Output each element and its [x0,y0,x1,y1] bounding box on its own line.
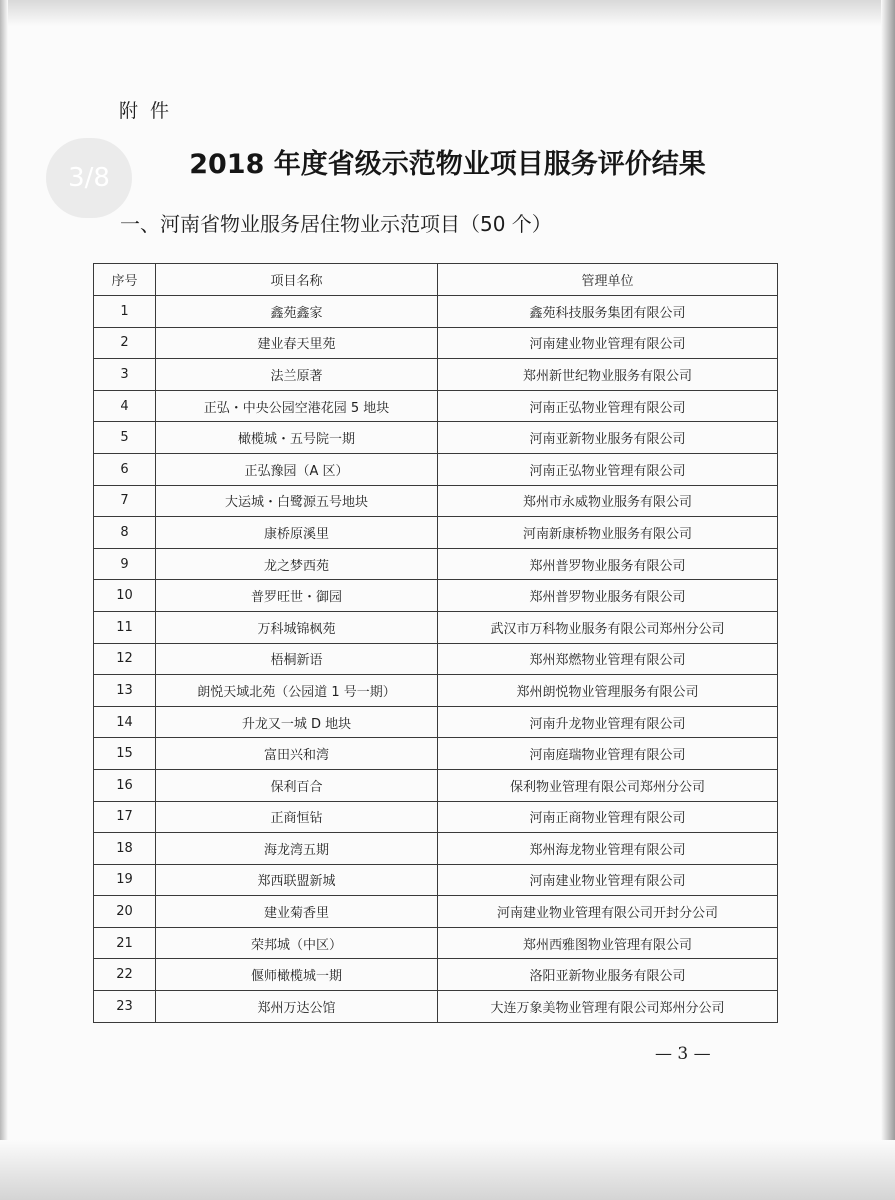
cell-project-name: 偃师橄榄城一期 [156,959,438,991]
cell-project-name: 建业春天里苑 [156,327,438,359]
cell-project-name: 鑫苑鑫家 [156,296,438,328]
table-row [94,896,778,928]
results-table [93,263,778,1023]
header-management-unit: 管理单位 [438,264,778,296]
cell-project-name: 龙之梦西苑 [156,548,438,580]
cell-management-unit: 河南亚新物业服务有限公司 [438,422,778,454]
cell-number: 14 [94,706,156,738]
cell-management-unit: 河南正商物业管理有限公司 [438,801,778,833]
table-row [94,833,778,865]
cell-number: 8 [94,517,156,549]
table-row [94,769,778,801]
header-number: 序号 [94,264,156,296]
cell-project-name: 正弘・中央公园空港花园 5 地块 [156,390,438,422]
cell-management-unit: 河南庭瑞物业管理有限公司 [438,738,778,770]
table-row [94,611,778,643]
cell-management-unit: 郑州市永威物业服务有限公司 [438,485,778,517]
attachment-label: 附件 [119,100,182,122]
cell-number: 2 [94,327,156,359]
section-heading: 一、河南省物业服务居住物业示范项目（50 个） [120,212,552,236]
cell-management-unit: 郑州普罗物业服务有限公司 [438,580,778,612]
cell-management-unit: 郑州西雅图物业管理有限公司 [438,927,778,959]
table-row [94,991,778,1023]
cell-project-name: 建业菊香里 [156,896,438,928]
cell-management-unit: 河南正弘物业管理有限公司 [438,453,778,485]
table-row [94,580,778,612]
cell-management-unit: 郑州新世纪物业服务有限公司 [438,359,778,391]
cell-number: 1 [94,296,156,328]
cell-project-name: 荣邦城（中区） [156,927,438,959]
cell-management-unit: 河南新康桥物业服务有限公司 [438,517,778,549]
cell-project-name: 保利百合 [156,769,438,801]
table-row [94,864,778,896]
cell-project-name: 法兰原著 [156,359,438,391]
cell-number: 22 [94,959,156,991]
table-row [94,548,778,580]
table-row [94,959,778,991]
cell-number: 4 [94,390,156,422]
table-row [94,738,778,770]
cell-number: 15 [94,738,156,770]
cell-number: 6 [94,453,156,485]
cell-management-unit: 大连万象美物业管理有限公司郑州分公司 [438,991,778,1023]
table-row [94,706,778,738]
cell-project-name: 郑州万达公馆 [156,991,438,1023]
cell-number: 17 [94,801,156,833]
page-indicator-badge[interactable]: 3/8 [46,138,132,218]
table-row [94,675,778,707]
cell-management-unit: 郑州郑燃物业管理有限公司 [438,643,778,675]
cell-management-unit: 郑州普罗物业服务有限公司 [438,548,778,580]
cell-number: 21 [94,927,156,959]
cell-number: 3 [94,359,156,391]
table-row [94,359,778,391]
cell-number: 5 [94,422,156,454]
cell-project-name: 朗悦天域北苑（公园道 1 号一期） [156,675,438,707]
document-title: 2018 年度省级示范物业项目服务评价结果 [189,149,706,180]
cell-number: 16 [94,769,156,801]
table-row [94,327,778,359]
cell-number: 9 [94,548,156,580]
cell-project-name: 万科城锦枫苑 [156,611,438,643]
header-project-name: 项目名称 [156,264,438,296]
cell-number: 18 [94,833,156,865]
table-row [94,927,778,959]
cell-management-unit: 郑州海龙物业管理有限公司 [438,833,778,865]
cell-project-name: 康桥原溪里 [156,517,438,549]
cell-number: 10 [94,580,156,612]
table-row [94,390,778,422]
table-row [94,517,778,549]
cell-project-name: 海龙湾五期 [156,833,438,865]
table-header-row [94,264,778,296]
cell-number: 23 [94,991,156,1023]
cell-project-name: 升龙又一城 D 地块 [156,706,438,738]
table-row [94,643,778,675]
cell-project-name: 普罗旺世・御园 [156,580,438,612]
cell-project-name: 大运城・白鹭源五号地块 [156,485,438,517]
cell-number: 11 [94,611,156,643]
cell-project-name: 正弘豫园（A 区） [156,453,438,485]
cell-number: 19 [94,864,156,896]
cell-number: 13 [94,675,156,707]
cell-project-name: 郑西联盟新城 [156,864,438,896]
cell-management-unit: 河南建业物业管理有限公司开封分公司 [438,896,778,928]
table-body [94,296,778,1023]
cell-management-unit: 河南正弘物业管理有限公司 [438,390,778,422]
page-number: — 3 — [655,1044,711,1064]
table-row [94,296,778,328]
cell-number: 12 [94,643,156,675]
table-row [94,801,778,833]
cell-project-name: 梧桐新语 [156,643,438,675]
table-row [94,453,778,485]
scan-shadow-top [0,0,895,26]
cell-management-unit: 郑州朗悦物业管理服务有限公司 [438,675,778,707]
cell-management-unit: 保利物业管理有限公司郑州分公司 [438,769,778,801]
cell-number: 7 [94,485,156,517]
table-row [94,422,778,454]
cell-management-unit: 洛阳亚新物业服务有限公司 [438,959,778,991]
cell-management-unit: 河南建业物业管理有限公司 [438,327,778,359]
cell-project-name: 富田兴和湾 [156,738,438,770]
cell-project-name: 正商恒钻 [156,801,438,833]
cell-management-unit: 鑫苑科技服务集团有限公司 [438,296,778,328]
scan-shadow-bottom [0,1140,895,1200]
cell-project-name: 橄榄城・五号院一期 [156,422,438,454]
cell-management-unit: 河南升龙物业管理有限公司 [438,706,778,738]
cell-management-unit: 河南建业物业管理有限公司 [438,864,778,896]
cell-number: 20 [94,896,156,928]
cell-management-unit: 武汉市万科物业服务有限公司郑州分公司 [438,611,778,643]
table-row [94,485,778,517]
